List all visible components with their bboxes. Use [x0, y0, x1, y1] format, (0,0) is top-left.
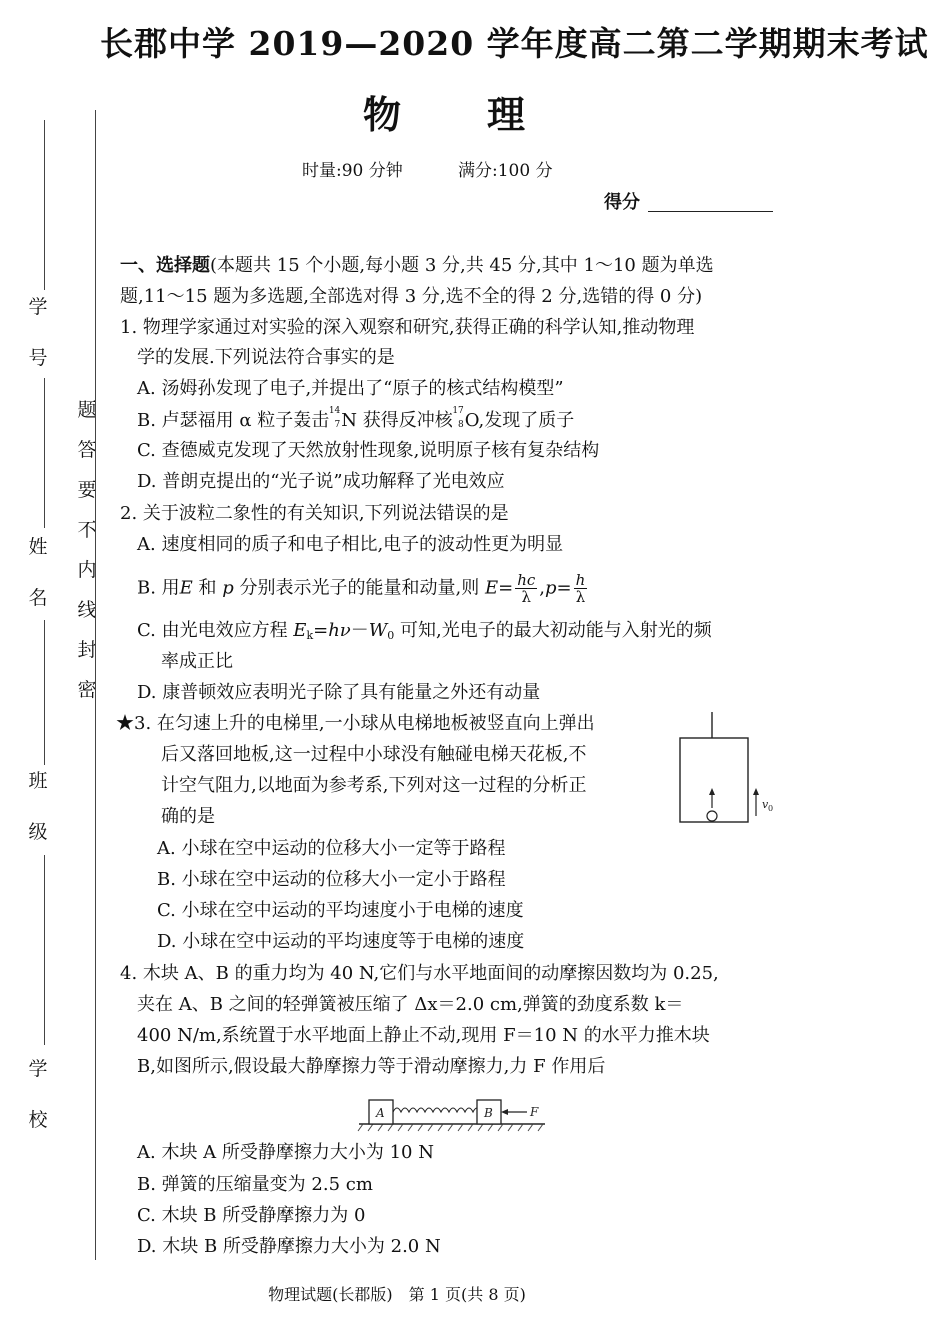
isotope-n: 14 7 — [328, 406, 341, 430]
q4-option-a: A. 木块 A 所受静摩擦力大小为 10 N — [137, 1142, 434, 1163]
q4-option-c: C. 木块 B 所受静摩擦力为 0 — [137, 1205, 366, 1226]
q1-option-d: D. 普朗克提出的“光子说”成功解释了光电效应 — [137, 471, 505, 492]
student-id-line[interactable] — [44, 378, 45, 528]
class-line[interactable] — [44, 855, 45, 1045]
q1-option-c: C. 查德威克发现了天然放射性现象,说明原子核有复杂结构 — [137, 440, 600, 461]
q3-stem-cont-3: 确的是 — [161, 806, 215, 827]
seal-dashed-line — [95, 110, 96, 1260]
q2-option-c-cont: 率成正比 — [161, 651, 233, 672]
binding-line-top — [44, 120, 45, 290]
q3-stem-cont-1: 后又落回地板,这一过程中小球没有触碰电梯天花板,不 — [161, 744, 587, 765]
student-id-label: 学 号 — [28, 296, 48, 369]
q1-stem-cont: 学的发展.下列说法符合事实的是 — [137, 347, 395, 368]
class-label: 班 级 — [28, 770, 48, 843]
q2-stem: 2. 关于波粒二象性的有关知识,下列说法错误的是 — [120, 503, 509, 524]
name-line[interactable] — [44, 620, 45, 765]
q2-option-b: B. 用E 和 p 分别表示光子的能量和动量,则 E= $\frac{hc}{\lambda}$ ,p= $\frac{h}{\lambda}$ — [137, 571, 586, 606]
q1-stem: 1. 物理学家通过对实验的深入观察和研究,获得正确的科学认知,推动物理 — [120, 317, 695, 338]
full-score: 满分:100 分 — [458, 161, 553, 181]
q1-option-b: B. 卢瑟福用 α 粒子轰击 14 7 N 获得反冲核 17 8 O,发现了质子 — [137, 406, 575, 431]
seal-line-notice: 题 答 要 不 内 线 封 密 — [77, 399, 97, 701]
velocity-subscript: 0 — [768, 804, 774, 813]
elevator-figure — [672, 708, 782, 830]
subject-title: 物 理 — [362, 92, 525, 137]
q4-stem-cont-3: B,如图所示,假设最大静摩擦力等于滑动摩擦力,力 F 作用后 — [137, 1056, 606, 1077]
q4-stem: 4. 木块 A、B 的重力均为 40 N,它们与水平地面间的动摩擦因数均为 0.25, — [120, 963, 719, 984]
q3-option-a: A. 小球在空中运动的位移大小一定等于路程 — [157, 838, 506, 859]
fraction-h-lambda: $\frac{h}{\lambda}$ — [575, 571, 586, 606]
q2-option-a: A. 速度相同的质子和电子相比,电子的波动性更为明显 — [137, 534, 564, 555]
q3-stem-cont-2: 计空气阻力,以地面为参考系,下列对这一过程的分析正 — [161, 775, 587, 796]
q1-option-a: A. 汤姆孙发现了电子,并提出了“原子的核式结构模型” — [137, 378, 564, 399]
section-title: 一、选择题 — [120, 255, 210, 276]
q3-option-b: B. 小球在空中运动的位移大小一定小于路程 — [157, 869, 506, 890]
exam-time: 时量:90 分钟 — [302, 161, 403, 181]
score-blank[interactable] — [648, 211, 773, 212]
exam-title: 长郡中学 2019—2020 学年度高二第二学期期末考试 — [100, 24, 929, 63]
spring-blocks-figure — [355, 1094, 550, 1136]
fraction-hc-lambda: $\frac{hc}{\lambda}$ — [517, 571, 536, 606]
q4-stem-cont-1: 夹在 A、B 之间的轻弹簧被压缩了 Δx＝2.0 cm,弹簧的劲度系数 k＝ — [137, 994, 684, 1015]
q2-option-c: C. 由光电效应方程 $E_k=h\nu-W_0$ 可知,光电子的最大初动能与入射光的频 — [137, 620, 712, 642]
q3-option-c: C. 小球在空中运动的平均速度小于电梯的速度 — [157, 900, 524, 921]
q3-stem: ★3. 在匀速上升的电梯里,一小球从电梯地板被竖直向上弹出 — [116, 713, 595, 734]
q3-option-d: D. 小球在空中运动的平均速度等于电梯的速度 — [157, 931, 525, 952]
q4-stem-cont-2: 400 N/m,系统置于水平地面上静止不动,现用 F＝10 N 的水平力推木块 — [137, 1025, 710, 1046]
school-label: 学 校 — [28, 1058, 48, 1131]
block-b-label: B — [484, 1106, 493, 1120]
block-a-label: A — [376, 1106, 385, 1120]
page-footer: 物理试题(长郡版) 第 1 页(共 8 页) — [268, 1285, 526, 1304]
section-1-heading: 一、选择题(本题共 15 个小题,每小题 3 分,共 45 分,其中 1～10 题为单选 — [120, 255, 714, 276]
score-label: 得分 — [604, 192, 640, 213]
force-label: F — [530, 1105, 539, 1119]
section-1-instructions: 题,11～15 题为多选题,全部选对得 3 分,选不全的得 2 分,选错的得 0 分) — [120, 286, 703, 307]
q4-option-d: D. 木块 B 所受静摩擦力大小为 2.0 N — [137, 1236, 441, 1257]
name-label: 姓 名 — [28, 536, 48, 609]
star-marker: ★ — [116, 713, 134, 734]
isotope-o: 17 8 — [452, 406, 464, 430]
velocity-label: v — [762, 798, 769, 811]
q2-option-d: D. 康普顿效应表明光子除了具有能量之外还有动量 — [137, 682, 541, 703]
q4-option-b: B. 弹簧的压缩量变为 2.5 cm — [137, 1174, 373, 1195]
